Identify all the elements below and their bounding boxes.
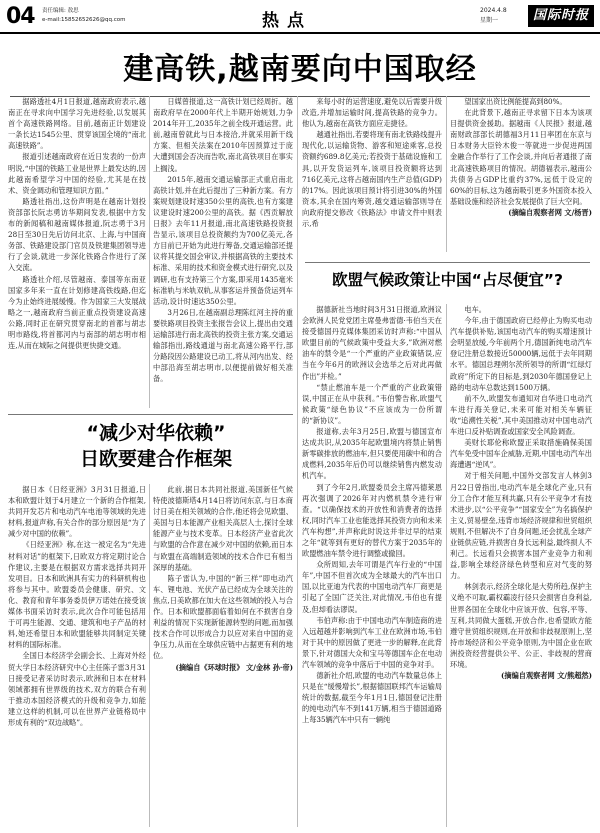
paragraph: 今年,由于德国政府已经停止为购买电动汽车提供补贴,该国电动汽车的购买增速预计会明显放缓,今年前两个月,德国新纯电动汽车登记注册总数接近50000辆,远低于去年同期水平。德国总理朔尔茨所领导的所谓“红绿灯政府”所定下的目标是,到2030年德国登记上路的电动车总数达到1500万辆。 xyxy=(450,316,592,392)
article1-column-4 xyxy=(450,96,592,252)
column-divider xyxy=(149,484,150,827)
article1-column-2 xyxy=(153,96,293,408)
article2-headline: 欧盟气候政策让中国“占尽便宜”? xyxy=(305,262,590,293)
issue-date: 2024.4.8 xyxy=(480,7,507,14)
article3-headline-line1: “减少对华依赖” xyxy=(86,422,226,444)
article3-column-2 xyxy=(153,484,293,827)
paragraph: 林剑表示,经济全球化是大势所趋,保护主义绝不可取,霸权霸凌行径只会损害自身利益,世界各国在全球化中应该开放、包容,平等、互利,共同做大蛋糕,开放合作,也希望欧方能遵守世贸组织规则,在开放和非歧视原则上,坚持市场经济和公平竞争原则,为中国企业在欧洲投资经营提供公平、公正、非歧视的营商环境。 xyxy=(450,582,592,669)
paragraph: 路透社介绍,尽管越南、泰国等东南亚国家多年来一直在计划修建高铁线路,但迄今为止始终进展缓慢。作为国家三大发展战略之一,越南政府当前正重点投资建设高速公路,同时正在研究贯穿南北的首都与胡志明市路线,将首都河内与南部的胡志明市相连,从而在城际之间提供更快捷交通。 xyxy=(8,274,146,351)
email-line: e-mail:15852652626@qq.com xyxy=(42,17,126,23)
main-headline: 建高铁,越南要向中国取经 xyxy=(0,44,600,97)
paragraph: 此前,据日本共同社报道,美国新任气候特使波德斯塔4月14日将访问东京,与日本商讨日美在相关领域的合作,他还将会见欧盟、美国与日本能源产业相关高层人士,探讨全球能源产业与技术变革。日本经济产业省此次与欧盟的合作意在减少对中国的依赖,而日本与欧盟在高端制造领域的技术合作已有相当深厚的基础。 xyxy=(153,485,293,572)
issue-weekday: 星期一 xyxy=(480,17,499,24)
article2-column-2 xyxy=(450,304,592,827)
column-divider xyxy=(149,96,150,408)
paragraph: 全国日本经济学会副会长、上海对外经贸大学日本经济研究中心主任陈子雷3月31日接受记者采访时表示,欧洲和日本在材料领域都拥有世界级的技术,双方的联合有利于推动本国经济模式的升级和竞争力,如能建立这样的机制,可以在世界产业链格局中形成有利的“双边战略”。 xyxy=(8,651,146,727)
paragraph: 前不久,欧盟发布通知对自华进口电动汽车进行海关登记,未来可能对相关车辆征收“追溯性关税”,其中美国推动对中国电动汽车进口反补贴调查或国家安全风险调查。 xyxy=(450,393,592,437)
editor-info xyxy=(42,7,125,25)
paragraph: 望国家出资比例能提高到80%。 xyxy=(464,97,567,106)
article1-column-1 xyxy=(8,96,146,408)
article1-column-3 xyxy=(302,96,442,252)
paragraph: 众所周知,去年可谓是汽车行业的“中国年”,中国不但首次成为全球最大的汽车出口国,以比亚迪为代表的中国电动汽车厂商更是引起了全国广泛关注,对此情况,韦伯也有提及,但却看法谬误。 xyxy=(302,560,442,614)
masthead xyxy=(0,0,600,34)
article2-column-1 xyxy=(302,304,442,827)
paragraph: 韦伯声称:由于中国电动汽车制造商的进入远超越并影响到汽车工业在欧洲市场,韦伯对于其中的原因做了更进一步的解释,在此背景下,针对德国大众和宝马等德国车企在电动汽车领域的竞争中落后于中国的竞争对手。 xyxy=(302,615,442,669)
column-divider xyxy=(446,96,447,252)
paragraph: 2015年,越南交通运输部正式重启南北高铁计划,并在此后提出了三种新方案。有方案规划建设时速350公里的高铁,也有方案建议建设时速200公里的高铁。据《西贡解放日报》去年11月报道,南北高速铁路投资报告显示,该项目总投资额约为700亿美元,各方目前已开始为此进行筹备,交通运输部还提议将其提交国会审议,并根据高铁的主要技术标准、采用的技术和资金模式进行研究,以及调研,也有支持第三个方案,即采用1435毫米标准轨与米轨双轨,从事客运并预备货运列车活动,设计时速达350公里。 xyxy=(153,174,293,306)
brand-logo: 国际时报 xyxy=(528,5,594,27)
paragraph: 越通社指出,若要将现有南北铁路线提升现代化,以运输货物、游客和短途乘客,总投资额约689.8亿美元;若投资于基础设施和工具,以开发货运列车,该项目投资额将达到716亿美元,这将占越南国内生产总值(GDP)的17%。因此该项目预计将引进30%的外国资本,其余在国内筹资,越交通运输部则导在向政府提交修改《铁路法》申请文件中则表示,希 xyxy=(302,130,442,229)
paragraph: 《日经亚洲》称,在这一被定名为“先进材料对话”的框架下,日欧双方将定期讨论合作建议,主要是在根据双方需求选择共同开发项目。日本和欧洲具有实力的科研机构也将参与其中。欧盟委员会健康、研究、文化、教育和青年事务委员伊万诺娃在接受该媒体书面采访时表示,此次合作可能包括用于可再生能源、交通、建筑和电子产品的材料,她还希望日本和欧盟能够共同制定关键材料的国际标准。 xyxy=(8,540,146,650)
paragraph: 报道称,去年3月25日,欧盟与德国宣布达成共识,从2035年起欧盟境内将禁止销售新零碳排放的燃油车,但只要使用碳中和的合成燃料,2035年后仍可以继续销售内燃发动机汽车。 xyxy=(302,427,442,481)
paragraph: 据德新社当地时间3月31日报道,欧洲议会欧洲人民党党团主席曼弗雷德·韦伯当天在接受德国丹克媒体集团采访时声称:“中国从欧盟目前的气候政策中受益大多,”欧洲对燃油车的禁令是“一个严重的产业政策错误,应当在今年6月的欧洲议会选举之后对此再做作出”并检。” xyxy=(302,305,442,381)
paragraph: 到了今年2月,欧盟委员会主席冯德莱恩再次强调了2026年对内燃机禁令进行审查。“以确保技术的开放性和消费者的选择权,同时汽车工业也能选择其投资方向和未来汽车构想”,并声称此时说这并非过早的结束之年“就等到有更好的替代方案于2035年的欧盟燃油车禁令进行调整或撤回。 xyxy=(302,482,442,559)
paragraph: 陈子雷认为,中国的“新三样”即电动汽车、锂电池、光伏产品已经成为全球关注的焦点,日美欧都在加大在这些领域的投入与合作。日本和欧盟都面临着如何在不损害自身利益的情况下实现新能源转型的问题,而加强技术合作可以形成合力以应对来自中国的竞争压力,从而在全球供应链中占据更有利的地位。 xyxy=(153,573,293,661)
page-number: 04 xyxy=(6,4,35,29)
paragraph: 日媒曾报道,这一高铁计划已经周折。越南政府早在2000年代上半期开始规划,力争2014年开工,2035年之前全线开通运营。此前,越南曾就此与日本接洽,并就采用新干线方案、但相关法案在2010年因预算过于庞大遭到国会否决而告吹,南北高铁项目在事实上搁浅。 xyxy=(153,97,293,173)
paragraph: “禁止燃油车是一个严重的产业政策错误,中国正在从中获利。”韦伯警告称,欧盟气候政策“绿色协议”不应该成为一份所谓的“新协议”。 xyxy=(302,382,442,425)
section-title: 热点 xyxy=(262,11,312,31)
byline: (摘编自观察者网 文/熊超然) xyxy=(501,671,592,681)
editor-line: 责任编辑: 敖思 xyxy=(42,8,79,14)
paragraph: 据路透社4月1日报道,越南政府表示,越南正在寻求向中国学习先进经验,以发展其首个高速铁路网络。目前,越南正计划建设一条长达1545公里、贯穿该国全境的“南北高速铁路”。 xyxy=(8,97,146,151)
article3-headline-line2: 日欧要建合作框架 xyxy=(79,448,232,470)
paragraph: 报道引述越南政府在近日发表的一份声明说,“中国的铁路工业是世界上最发达的,因此越南希望学习中国的经验,尤其是在技术、资金调动和管理知识方面。” xyxy=(8,152,146,195)
column-divider xyxy=(446,304,447,827)
paragraph: 电车。 xyxy=(464,305,486,314)
date-box xyxy=(480,6,507,26)
article3-column-1 xyxy=(8,484,146,827)
byline: (摘编自观察者网 文/杨晋) xyxy=(508,207,592,217)
paragraph: 对于相关问题,中国外交部发言人林剑3月22日曾指出,电动汽车是全球化产业,只有分工合作才能互利共赢,只有公平竞争才有技术进步,以“公平竞争”“国家安全”为名搞保护主义,贸易壁垒,违背市场经济规律和世贸组织规则,不但解决不了自身问题,还会扰乱全球产业链供应链,并损害自身长远利益,最终损人不利己。长远看只会损害本国产业竞争力和利益,影响全球经济绿色转型和应对气变的努力。 xyxy=(450,471,592,581)
article3-headline xyxy=(20,420,292,472)
paragraph: 据日本《日经亚洲》3月31日报道,日本和欧盟计划于4月建立一个新的合作框架,共同开发芯片和电动汽车电池等领域的先进材料,报道声称,有关合作的部分原因是“为了减少对中国的依赖”。 xyxy=(8,485,146,539)
paragraph: 德新社介绍,欧盟的电动汽车数量总体上只是在“缓慢增长”,根据德国联邦汽车运输局统计的数据,截至今年1月1日,德国登记注册的纯电动汽车不到141万辆,相当于德国道路上每35辆汽车中只有一辆纯 xyxy=(302,671,442,725)
paragraph: 在此背景下,越南正寻求留下日本为该项目提供资金援助。据越南《人民报》报道,越南财政部部长胡德福3月11日率团在东京与日本财务大臣铃木俊一等就进一步促进两国金融合作举行了工作会谈,并向后者通报了南北高速铁路项目的情况。胡德福表示,越南公共债务占GDP比重约37%,远低于设定的60%的目标,这为越南吸引更多外国资本投入基础设施和经济社会发展提供了巨大空间。 xyxy=(450,108,592,206)
section-divider xyxy=(8,414,293,415)
paragraph: 3月26日,在越南副总理陈红河主持的重要铁路项目投资主张报告会议上,提出由交通运输部进行南北高铁的投资主张方案,交通运输部指出,路线通道与南北高速公路平行,部分路段因公路建设已动工,将从河内出发、经中部沿海至胡志明市,以便提前做好相关准备。 xyxy=(153,307,293,384)
byline: (摘编自《环球时报》 文/金林 孙·帝) xyxy=(175,662,293,672)
paragraph: 来每小时的运营速度,避免以后需要升级改造,并增加运输时间,提高铁路的竞争力。他认为,越南在高铁方面应走捷径。 xyxy=(302,97,442,129)
paragraph: 路透社指出,这份声明是在越南计划投资部部长阮志勇访华期间发表,根据中方发布的新闻稿和越南媒体报道,阮志勇于3月28日至30日先后访问北京、上海,与中国商务部、铁路建设部门官员及铁建集团领导进行了会谈,就进一步深化铁路合作进行了深入交流。 xyxy=(8,196,146,273)
column-divider xyxy=(297,96,298,827)
paragraph: 美财长耶伦称欧盟正采取措施确保美国汽车免受中国车企威胁,近期,中国电动汽车出海遭遇“逆风”。 xyxy=(450,438,592,470)
